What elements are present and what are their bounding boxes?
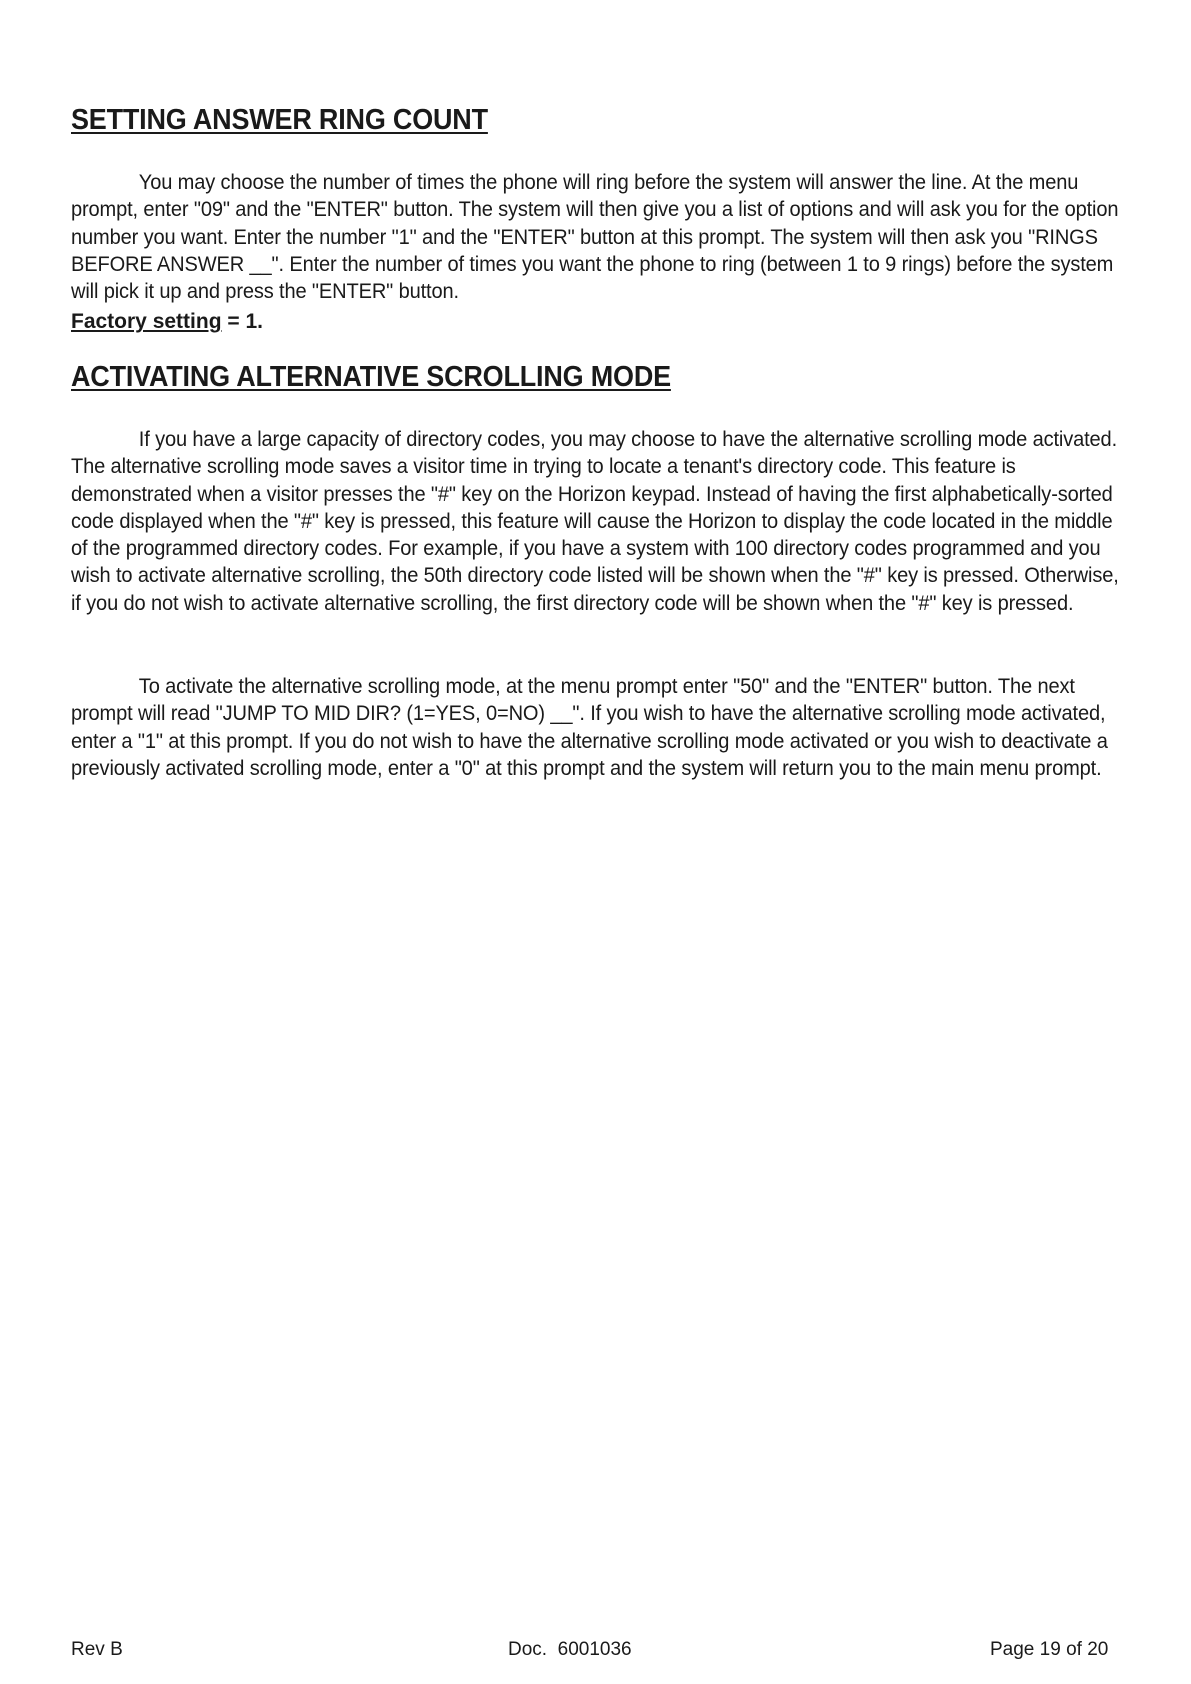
paragraph-answer-ring-count: You may choose the number of times the phone will ring before the system will answer the line. At the menu prompt, enter "09" and the "ENTER" button. The system will then give you a list of options and will ask you for the option number you want. Enter the number "1" and the "ENTER" button at this prompt. The system will then ask you "RINGS BEFORE ANSWER __". Enter the number of times you want the phone to ring (between 1 to 9 rings) before the system will pick it up and press the "ENTER" button.: [71, 171, 1119, 304]
factory-setting-value: = 1.: [221, 310, 263, 334]
section-alternative-scrolling-activate: [71, 673, 1126, 782]
section-answer-ring-count: [71, 104, 1126, 137]
heading-alternative-scrolling: ACTIVATING ALTERNATIVE SCROLLING MODE: [71, 361, 671, 393]
factory-setting-line: [71, 308, 1126, 335]
footer-page-number: Page 19 of 20: [990, 1639, 1109, 1660]
section-answer-ring-count-body: [71, 169, 1126, 335]
heading-answer-ring-count: SETTING ANSWER RING COUNT: [71, 104, 488, 136]
paragraph-alternative-scrolling-intro: If you have a large capacity of directory codes, you may choose to have the alternative scrolling mode activated. The alternative scrolling mode saves a visitor time in trying to locate a tenant's directory code. This feature is demonstrated when a visitor presses the "#" key on the Horizon keypad. Instead of having the first alphabetically-sorted code displayed when the "#" key is pressed, this feature will cause the Horizon to display the code located in the middle of the programmed directory codes. For example, if you have a system with 100 directory codes programmed and you wish to activate alternative scrolling, the 50th directory code listed will be shown when the "#" key is pressed. Otherwise, if you do not wish to activate alternative scrolling, the first directory code will be shown when the "#" key is pressed.: [71, 428, 1119, 615]
section-alternative-scrolling: [71, 361, 1126, 394]
factory-setting-label: Factory setting: [71, 310, 222, 334]
section-alternative-scrolling-body: [71, 426, 1126, 617]
footer-doc-number: Doc. 6001036: [508, 1639, 632, 1660]
paragraph-alternative-scrolling-activate: To activate the alternative scrolling mode, at the menu prompt enter "50" and the "ENTER" button. The next prompt will read "JUMP TO MID DIR? (1=YES, 0=NO) __". If you wish to have the alternative scrolling mode activated, enter a "1" at this prompt. If you do not wish to have the alternative scrolling mode activated or you wish to deactivate a previously activated scrolling mode, enter a "0" at this prompt and the system will return you to the main menu prompt.: [71, 675, 1108, 780]
footer-revision: Rev B: [71, 1639, 123, 1660]
